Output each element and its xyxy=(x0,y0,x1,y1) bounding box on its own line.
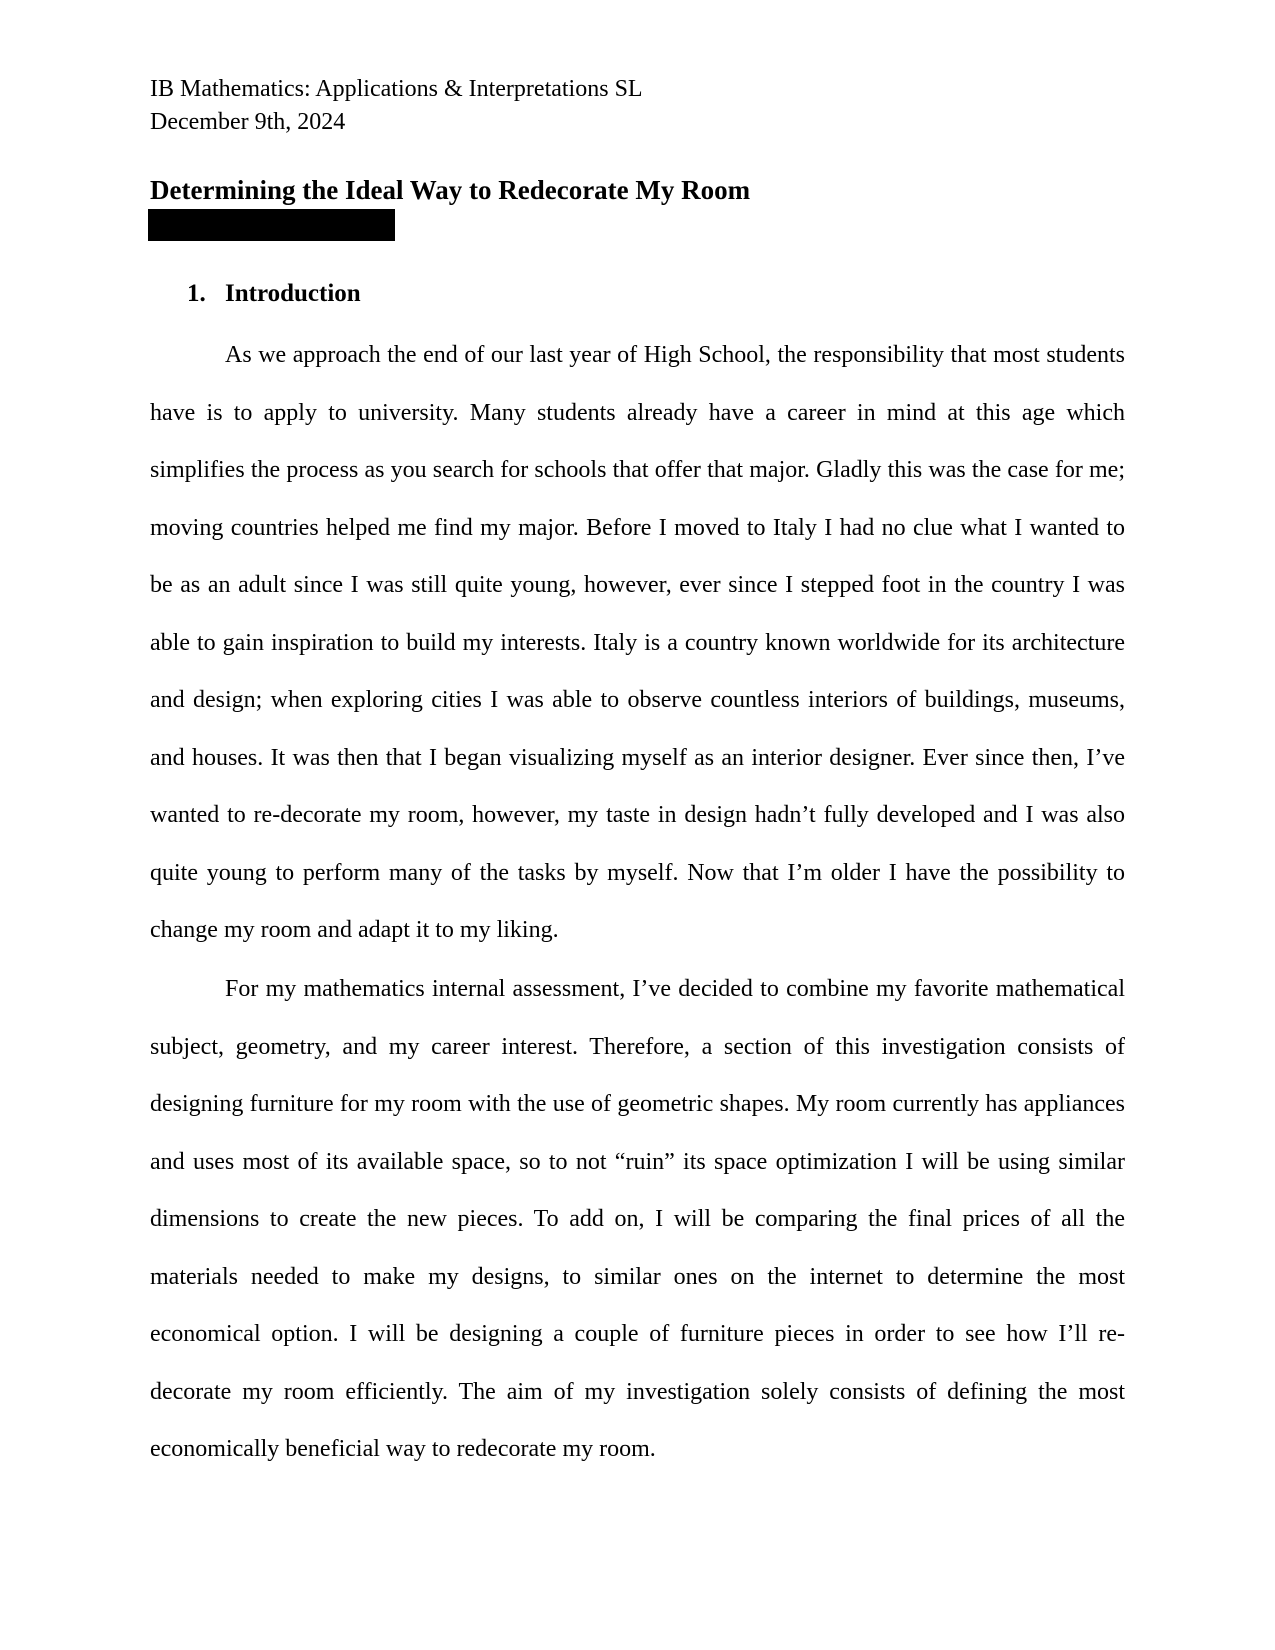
document-title: Determining the Ideal Way to Redecorate My Room xyxy=(150,175,751,205)
section-heading xyxy=(187,278,361,310)
paragraph-1: As we approach the end of our last year of High School, the responsibility that most students have is to apply to university. Many students already have a career in mind at this age which simplifies the process as you search for schools that offer that major. Gladly this was the case for me; moving countries helped me find my major. Before I moved to Italy I had no clue what I wanted to be as an adult since I was still quite young, however, ever since I stepped foot in the country I was able to gain inspiration to build my interests. Italy is a country known worldwide for its architecture and design; when exploring cities I was able to observe countless interiors of buildings, museums, and houses. It was then that I began visualizing myself as an interior designer. Ever since then, I’ve wanted to re-decorate my room, however, my taste in design hadn’t fully developed and I was also quite young to perform many of the tasks by myself. Now that I’m older I have the possibility to change my room and adapt it to my liking. xyxy=(150,342,1125,943)
redacted-author-name xyxy=(148,209,395,241)
section-number: 1. xyxy=(187,280,206,307)
document-date: December 9th, 2024 xyxy=(150,109,346,135)
paragraph-2: For my mathematics internal assessment, I’ve decided to combine my favorite mathematical subject, geometry, and my career interest. Therefore, a section of this investigation consists of designing furniture for my room with the use of geometric shapes. My room currently has appliances and uses most of its available space, so to not “ruin” its space optimization I will be using similar dimensions to create the new pieces. To add on, I will be comparing the final prices of all the materials needed to make my designs, to similar ones on the internet to determine the most economical option. I will be designing a couple of furniture pieces in order to see how I’ll re-decorate my room efficiently. The aim of my investigation solely consists of defining the most economically beneficial way to redecorate my room. xyxy=(150,976,1125,1462)
course-name: IB Mathematics: Applications & Interpretations SL xyxy=(150,76,643,102)
section-title: Introduction xyxy=(225,280,361,307)
